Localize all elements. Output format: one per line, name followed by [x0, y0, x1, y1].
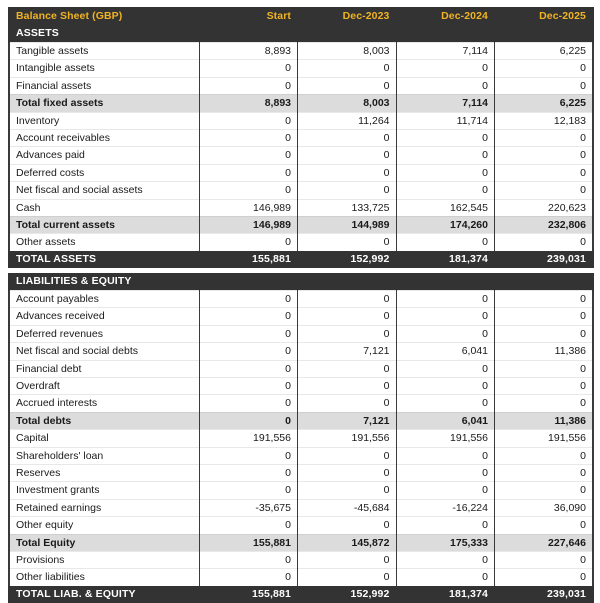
table-row — [9, 517, 593, 534]
table-row — [9, 290, 593, 307]
row-value-3: 0 — [396, 234, 495, 251]
column-header-4: Dec-2025 — [495, 7, 594, 25]
row-value-3: 7,114 — [396, 95, 495, 112]
row-value-1: 146,989 — [199, 199, 298, 216]
row-value-1: 0 — [199, 551, 298, 568]
table-header-row — [9, 7, 593, 25]
table-row — [9, 60, 593, 77]
row-value-3: 0 — [396, 360, 495, 377]
row-value-2: 0 — [298, 147, 397, 164]
row-value-4: 6,225 — [495, 95, 594, 112]
row-value-4: 0 — [495, 325, 594, 342]
row-value-4: 239,031 — [495, 251, 594, 268]
table-row — [9, 77, 593, 94]
row-value-2: 8,003 — [298, 95, 397, 112]
row-value-4: 0 — [495, 77, 594, 94]
row-label: Advances paid — [9, 147, 199, 164]
row-value-3: 6,041 — [396, 343, 495, 360]
row-value-2: 8,003 — [298, 43, 397, 60]
row-value-1: 191,556 — [199, 430, 298, 447]
row-value-4: 0 — [495, 482, 594, 499]
row-value-3: 175,333 — [396, 534, 495, 551]
column-header-2: Dec-2023 — [298, 7, 397, 25]
row-value-3: 0 — [396, 60, 495, 77]
row-value-3: 0 — [396, 308, 495, 325]
section-title: ASSETS — [9, 25, 199, 43]
row-label: Shareholders' loan — [9, 447, 199, 464]
row-value-1: 0 — [199, 147, 298, 164]
row-value-2: 0 — [298, 551, 397, 568]
row-value-2: 0 — [298, 290, 397, 307]
row-label: Other equity — [9, 517, 199, 534]
row-label: Total Equity — [9, 534, 199, 551]
row-value-3: 0 — [396, 569, 495, 586]
row-value-1: 0 — [199, 112, 298, 129]
row-value-4: 11,386 — [495, 343, 594, 360]
row-label: Net fiscal and social debts — [9, 343, 199, 360]
row-label: Investment grants — [9, 482, 199, 499]
row-value-2: 0 — [298, 308, 397, 325]
row-value-2: 152,992 — [298, 251, 397, 268]
row-label: Accrued interests — [9, 395, 199, 412]
row-value-2: 0 — [298, 482, 397, 499]
row-value-2: 7,121 — [298, 343, 397, 360]
row-value-1: 8,893 — [199, 95, 298, 112]
table-row — [9, 447, 593, 464]
row-label: Inventory — [9, 112, 199, 129]
row-value-3: 0 — [396, 517, 495, 534]
row-value-1: 0 — [199, 360, 298, 377]
row-value-3: 6,041 — [396, 412, 495, 429]
table-row — [9, 164, 593, 181]
row-value-3: 0 — [396, 395, 495, 412]
page-title: Balance Sheet (GBP) — [9, 7, 199, 25]
row-value-4: 0 — [495, 360, 594, 377]
subtotal-row — [9, 217, 593, 234]
section-header-row — [9, 25, 593, 43]
row-value-3: 0 — [396, 147, 495, 164]
balance-sheet-table — [8, 7, 594, 603]
row-value-3: 0 — [396, 182, 495, 199]
row-value-2: 144,989 — [298, 217, 397, 234]
row-value-2: 0 — [298, 569, 397, 586]
grand-total-row — [9, 251, 593, 268]
row-value-2: 0 — [298, 60, 397, 77]
subtotal-row — [9, 534, 593, 551]
row-value-1: 146,989 — [199, 217, 298, 234]
row-label: Total fixed assets — [9, 95, 199, 112]
row-value-2: 0 — [298, 395, 397, 412]
row-label: Retained earnings — [9, 499, 199, 516]
row-value-2: 0 — [298, 77, 397, 94]
row-value-2: 0 — [298, 360, 397, 377]
section-title: LIABILITIES & EQUITY — [9, 273, 199, 291]
row-value-3: 11,714 — [396, 112, 495, 129]
row-value-1: 0 — [199, 77, 298, 94]
row-value-1: 0 — [199, 308, 298, 325]
row-value-4: 191,556 — [495, 430, 594, 447]
row-value-4: 11,386 — [495, 412, 594, 429]
row-value-1: 0 — [199, 343, 298, 360]
row-label: Intangible assets — [9, 60, 199, 77]
row-value-4: 36,090 — [495, 499, 594, 516]
row-value-3: 0 — [396, 464, 495, 481]
row-value-1: 0 — [199, 569, 298, 586]
row-value-1: -35,675 — [199, 499, 298, 516]
table-row — [9, 360, 593, 377]
row-value-4: 6,225 — [495, 43, 594, 60]
row-value-2: 0 — [298, 164, 397, 181]
table-row — [9, 43, 593, 60]
row-value-3: 0 — [396, 325, 495, 342]
row-value-3: -16,224 — [396, 499, 495, 516]
row-value-3: 7,114 — [396, 43, 495, 60]
row-value-2: 0 — [298, 517, 397, 534]
row-value-4: 0 — [495, 147, 594, 164]
row-value-3: 191,556 — [396, 430, 495, 447]
row-value-4: 0 — [495, 130, 594, 147]
row-value-4: 0 — [495, 395, 594, 412]
row-value-2: 0 — [298, 447, 397, 464]
row-value-3: 0 — [396, 447, 495, 464]
table-row — [9, 234, 593, 251]
row-value-2: 152,992 — [298, 586, 397, 603]
row-label: Advances received — [9, 308, 199, 325]
grand-total-row — [9, 586, 593, 603]
row-label: Cash — [9, 199, 199, 216]
row-value-1: 155,881 — [199, 251, 298, 268]
column-header-3: Dec-2024 — [396, 7, 495, 25]
row-value-1: 0 — [199, 412, 298, 429]
row-value-1: 0 — [199, 517, 298, 534]
row-value-2: 0 — [298, 182, 397, 199]
section-spacer-1 — [199, 273, 298, 291]
row-value-4: 220,623 — [495, 199, 594, 216]
row-value-4: 0 — [495, 447, 594, 464]
row-value-1: 0 — [199, 377, 298, 394]
row-value-1: 0 — [199, 290, 298, 307]
row-value-4: 0 — [495, 551, 594, 568]
row-value-3: 162,545 — [396, 199, 495, 216]
table-row — [9, 308, 593, 325]
row-value-2: 145,872 — [298, 534, 397, 551]
row-value-2: 0 — [298, 325, 397, 342]
row-label: Total debts — [9, 412, 199, 429]
row-value-4: 0 — [495, 290, 594, 307]
row-value-4: 0 — [495, 164, 594, 181]
row-value-4: 0 — [495, 517, 594, 534]
row-value-2: 11,264 — [298, 112, 397, 129]
row-label: Reserves — [9, 464, 199, 481]
row-value-4: 0 — [495, 377, 594, 394]
table-row — [9, 464, 593, 481]
table-row — [9, 199, 593, 216]
row-value-2: 0 — [298, 377, 397, 394]
row-value-2: 191,556 — [298, 430, 397, 447]
row-value-3: 0 — [396, 290, 495, 307]
row-value-1: 155,881 — [199, 534, 298, 551]
row-value-2: 0 — [298, 130, 397, 147]
row-value-1: 0 — [199, 325, 298, 342]
row-value-3: 181,374 — [396, 251, 495, 268]
row-label: Tangible assets — [9, 43, 199, 60]
row-label: Other liabilities — [9, 569, 199, 586]
row-value-2: 7,121 — [298, 412, 397, 429]
table-row — [9, 343, 593, 360]
row-label: Financial assets — [9, 77, 199, 94]
row-value-4: 0 — [495, 569, 594, 586]
row-label: Deferred revenues — [9, 325, 199, 342]
row-value-4: 239,031 — [495, 586, 594, 603]
row-value-1: 0 — [199, 130, 298, 147]
section-spacer-4 — [495, 273, 594, 291]
row-label: Net fiscal and social assets — [9, 182, 199, 199]
row-value-4: 227,646 — [495, 534, 594, 551]
row-label: Account receivables — [9, 130, 199, 147]
row-value-1: 0 — [199, 482, 298, 499]
table-row — [9, 551, 593, 568]
row-value-1: 155,881 — [199, 586, 298, 603]
section-spacer-2 — [298, 25, 397, 43]
row-value-1: 8,893 — [199, 43, 298, 60]
table-row — [9, 377, 593, 394]
table-row — [9, 569, 593, 586]
row-value-1: 0 — [199, 447, 298, 464]
row-value-3: 0 — [396, 482, 495, 499]
table-row — [9, 182, 593, 199]
row-value-3: 0 — [396, 77, 495, 94]
row-value-3: 0 — [396, 377, 495, 394]
table-row — [9, 395, 593, 412]
row-value-1: 0 — [199, 182, 298, 199]
section-spacer-3 — [396, 25, 495, 43]
row-value-4: 232,806 — [495, 217, 594, 234]
table-row — [9, 130, 593, 147]
row-value-3: 0 — [396, 551, 495, 568]
row-label: Provisions — [9, 551, 199, 568]
row-value-3: 0 — [396, 130, 495, 147]
row-label: Account payables — [9, 290, 199, 307]
row-label: Total current assets — [9, 217, 199, 234]
row-value-3: 0 — [396, 164, 495, 181]
table-row — [9, 112, 593, 129]
row-value-2: -45,684 — [298, 499, 397, 516]
table-row — [9, 499, 593, 516]
row-value-4: 0 — [495, 60, 594, 77]
row-label: Deferred costs — [9, 164, 199, 181]
column-header-1: Start — [199, 7, 298, 25]
row-value-4: 0 — [495, 308, 594, 325]
subtotal-row — [9, 95, 593, 112]
row-label: TOTAL LIAB. & EQUITY — [9, 586, 199, 603]
row-value-4: 12,183 — [495, 112, 594, 129]
row-value-1: 0 — [199, 464, 298, 481]
row-value-4: 0 — [495, 234, 594, 251]
row-label: TOTAL ASSETS — [9, 251, 199, 268]
row-label: Financial debt — [9, 360, 199, 377]
row-value-2: 0 — [298, 464, 397, 481]
row-value-4: 0 — [495, 182, 594, 199]
row-value-1: 0 — [199, 60, 298, 77]
section-header-row — [9, 273, 593, 291]
row-label: Other assets — [9, 234, 199, 251]
row-value-3: 174,260 — [396, 217, 495, 234]
row-value-3: 181,374 — [396, 586, 495, 603]
subtotal-row — [9, 412, 593, 429]
row-value-1: 0 — [199, 395, 298, 412]
section-spacer-2 — [298, 273, 397, 291]
section-spacer-1 — [199, 25, 298, 43]
row-label: Capital — [9, 430, 199, 447]
section-spacer-3 — [396, 273, 495, 291]
row-value-1: 0 — [199, 164, 298, 181]
row-value-4: 0 — [495, 464, 594, 481]
row-value-1: 0 — [199, 234, 298, 251]
table-row — [9, 325, 593, 342]
row-value-2: 0 — [298, 234, 397, 251]
table-row — [9, 147, 593, 164]
row-label: Overdraft — [9, 377, 199, 394]
table-row — [9, 482, 593, 499]
section-spacer-4 — [495, 25, 594, 43]
table-row — [9, 430, 593, 447]
row-value-2: 133,725 — [298, 199, 397, 216]
